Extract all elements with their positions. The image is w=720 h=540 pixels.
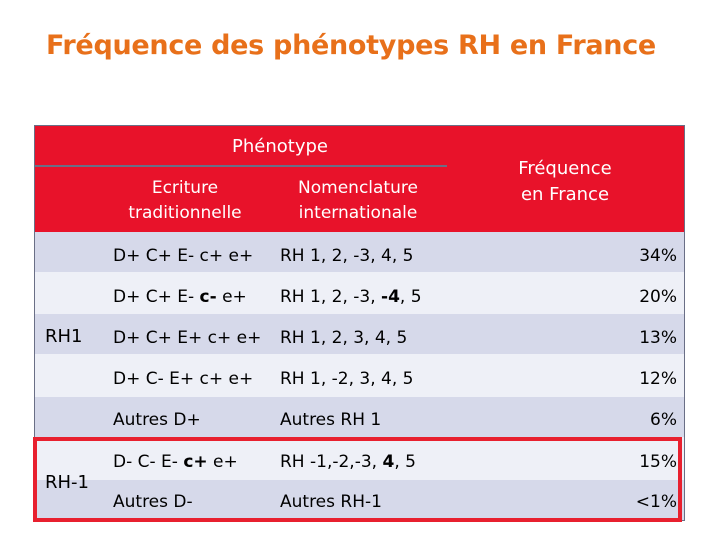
table-header bbox=[35, 126, 684, 232]
cell-frequency: 6% bbox=[650, 410, 677, 430]
cell-traditional: Autres D+ bbox=[113, 410, 201, 430]
header-traditional-writing bbox=[105, 176, 265, 226]
rh-negative-highlight-box bbox=[33, 437, 682, 522]
cell-frequency: 20% bbox=[639, 287, 677, 307]
cell-traditional: D+ C+ E- c+ e+ bbox=[113, 246, 254, 266]
cell-international: RH -1,-2,-3, 4, 5 bbox=[280, 452, 416, 472]
group-label-rh-neg: RH-1 bbox=[45, 472, 89, 493]
group-label-rh1: RH1 bbox=[45, 326, 83, 347]
cell-international: Autres RH-1 bbox=[280, 492, 382, 512]
header-international-line1: Nomenclature bbox=[298, 178, 418, 198]
cell-traditional: D+ C+ E- c- e+ bbox=[113, 287, 247, 307]
cell-traditional: D+ C+ E+ c+ e+ bbox=[113, 328, 262, 348]
header-frequency bbox=[500, 156, 630, 208]
cell-frequency: <1% bbox=[635, 492, 677, 512]
cell-frequency: 34% bbox=[639, 246, 677, 266]
header-divider bbox=[35, 165, 447, 167]
header-traditional-line2: traditionnelle bbox=[128, 203, 242, 223]
header-traditional-line1: Ecriture bbox=[151, 178, 219, 198]
cell-frequency: 12% bbox=[639, 369, 677, 389]
header-international-nomenclature bbox=[273, 176, 443, 226]
cell-international: RH 1, 2, 3, 4, 5 bbox=[280, 328, 408, 348]
header-international-line2: internationale bbox=[298, 203, 418, 223]
cell-international: RH 1, 2, -3, -4, 5 bbox=[280, 287, 422, 307]
cell-traditional: Autres D- bbox=[113, 492, 193, 512]
cell-frequency: 13% bbox=[639, 328, 677, 348]
header-frequency-line2: en France bbox=[520, 184, 610, 205]
cell-international: RH 1, 2, -3, 4, 5 bbox=[280, 246, 414, 266]
cell-traditional: D+ C- E+ c+ e+ bbox=[113, 369, 254, 389]
cell-international: Autres RH 1 bbox=[280, 410, 382, 430]
header-phenotype: Phénotype bbox=[232, 136, 328, 157]
page-title: Fréquence des phénotypes RH en France bbox=[46, 30, 656, 61]
cell-traditional: D- C- E- c+ e+ bbox=[113, 452, 238, 472]
header-frequency-line1: Fréquence bbox=[518, 158, 612, 179]
cell-frequency: 15% bbox=[639, 452, 677, 472]
cell-international: RH 1, -2, 3, 4, 5 bbox=[280, 369, 414, 389]
